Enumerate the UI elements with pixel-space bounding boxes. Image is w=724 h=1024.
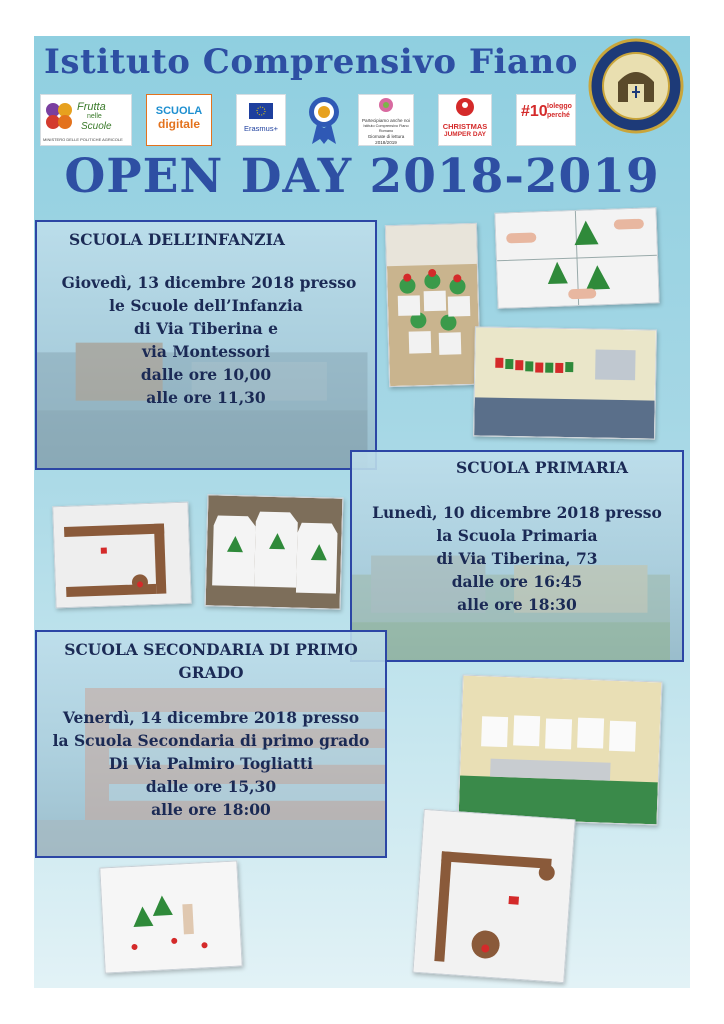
open-day-title: OPEN DAY 2018-2019 (64, 149, 660, 204)
infanzia-line: dalle ore 10,00 (140, 365, 272, 384)
primaria-line: dalle ore 16:45 (451, 572, 583, 591)
scuola-digitale-logo: SCUOLA digitale (146, 94, 212, 146)
christmas-jumper-day-logo: CHRISTMAS JUMPER DAY (438, 94, 492, 146)
secondaria-line: Di Via Palmiro Togliatti (108, 754, 314, 773)
primaria-line: Lunedì, 10 dicembre 2018 presso (372, 503, 662, 522)
institute-seal (588, 38, 684, 134)
erasmus-logo: Erasmus+ (236, 94, 286, 146)
sponsor-logos (40, 94, 580, 150)
infanzia-line: Giovedì, 13 dicembre 2018 presso (61, 273, 357, 292)
ribbon-badge-logo (306, 94, 342, 146)
photo-children-christmas (385, 223, 481, 387)
infanzia-line: via Montessori (142, 342, 270, 361)
primaria-box (350, 450, 684, 662)
photo-christmas-tree-crafts (494, 207, 659, 309)
frutta-nelle-scuole-logo: Frutta nelle Scuole MINISTERO DELLE POLITICHE AGRICOLE (40, 94, 132, 146)
secondaria-line: Venerdì, 14 dicembre 2018 presso (62, 708, 360, 727)
infanzia-line: alle ore 11,30 (146, 388, 266, 407)
infanzia-line: di Via Tiberina e (134, 319, 278, 338)
photo-shirt-craft (99, 860, 242, 973)
secondaria-line: la Scuola Secondaria di primo grado (52, 731, 370, 750)
primaria-line: la Scuola Primaria (436, 526, 598, 545)
institute-title: Istituto Comprensivo Fiano (44, 42, 578, 82)
photo-christmas-shirts (205, 494, 344, 610)
primaria-line: alle ore 18:30 (457, 595, 577, 614)
photo-classroom-shirts (458, 675, 663, 826)
infanzia-box (35, 220, 377, 470)
infanzia-heading: SCUOLA DELL’INFANZIA (69, 230, 285, 249)
infanzia-line: le Scuole dell’Infanzia (109, 296, 303, 315)
photo-reindeer-craft (412, 809, 575, 983)
secondaria-heading: SCUOLA SECONDARIA DI PRIMO (64, 640, 358, 659)
primaria-line: di Via Tiberina, 73 (436, 549, 598, 568)
secondaria-line: dalle ore 15,30 (145, 777, 277, 796)
eu-flag-icon (249, 103, 273, 119)
primaria-heading: SCUOLA PRIMARIA (456, 458, 628, 477)
secondaria-line: alle ore 18:00 (151, 800, 271, 819)
photo-classroom-decorations (473, 326, 657, 439)
photo-reindeer-craft-table (52, 502, 191, 609)
io-leggo-perche-logo: #10 Ioleggo perché (516, 94, 576, 146)
secondaria-heading-cont: GRADO (178, 663, 244, 682)
giornate-lettura-logo: Partecipiamo anche noi Istituto Comprensivo Fiano Romano Giornate di lettura 2018/2019 (358, 94, 414, 146)
secondaria-box (35, 630, 387, 858)
poster (34, 36, 690, 988)
